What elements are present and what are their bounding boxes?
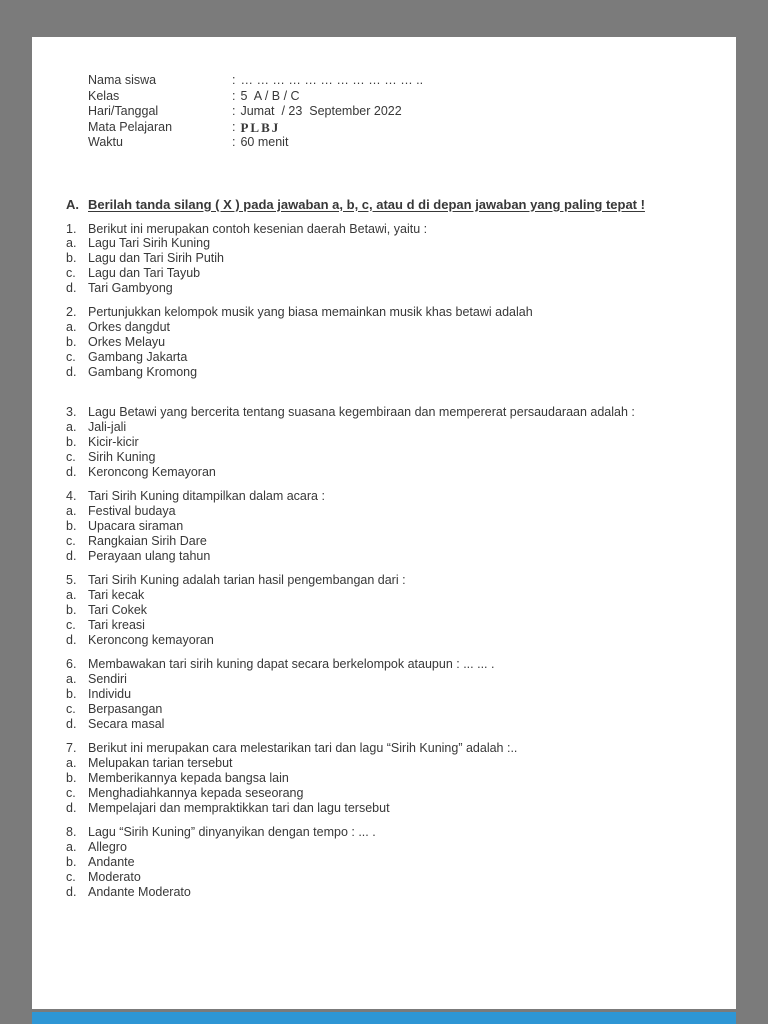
info-row [88, 104, 696, 120]
option-text: Upacara siraman [88, 519, 184, 534]
option-text: Menghadiahkannya kepada seseorang [88, 785, 304, 800]
option-letter: a. [66, 672, 77, 687]
options-list [66, 236, 696, 295]
answer-option [66, 435, 696, 450]
document-page [32, 37, 736, 1009]
info-label: Mata Pelajaran [88, 119, 173, 134]
option-letter: b. [66, 603, 77, 618]
question-stem [66, 405, 696, 420]
option-letter: d. [66, 548, 77, 563]
answer-option [66, 717, 696, 732]
option-text: Tari kecak [88, 588, 145, 603]
answer-option [66, 519, 696, 534]
option-letter: d. [66, 280, 77, 295]
option-letter: d. [66, 884, 77, 899]
question-stem [66, 741, 696, 756]
answer-option [66, 633, 696, 648]
question [66, 222, 696, 296]
info-value: Jumat / 23 September 2022 [240, 104, 402, 118]
options-list [66, 504, 696, 563]
option-letter: d. [66, 800, 77, 815]
option-text: Secara masal [88, 716, 165, 731]
options-list [66, 420, 696, 479]
question-number: 5. [66, 573, 77, 588]
options-list [66, 320, 696, 379]
info-value: PLBJ [240, 119, 281, 135]
option-text: Kicir-kicir [88, 435, 139, 450]
info-row [88, 89, 696, 105]
answer-option [66, 465, 696, 480]
option-letter: a. [66, 420, 77, 435]
question [66, 489, 696, 563]
question-number: 3. [66, 405, 77, 420]
option-letter: b. [66, 251, 77, 266]
option-letter: d. [66, 716, 77, 731]
question-stem [66, 305, 696, 320]
option-letter: b. [66, 854, 77, 869]
option-text: Gambang Kromong [88, 364, 198, 379]
option-letter: c. [66, 617, 76, 632]
question [66, 305, 696, 379]
option-text: Lagu Tari Sirih Kuning [88, 236, 211, 251]
option-text: Lagu dan Tari Tayub [88, 265, 201, 280]
question [66, 573, 696, 647]
option-letter: c. [66, 349, 76, 364]
answer-option [66, 365, 696, 380]
option-letter: c. [66, 265, 76, 280]
option-text: Tari Gambyong [88, 280, 173, 295]
option-text: Individu [88, 687, 132, 702]
option-text: Memberikannya kepada bangsa lain [88, 771, 289, 785]
option-text: Berpasangan [88, 701, 163, 716]
question-text: Berikut ini merupakan contoh kesenian daerah Betawi, yaitu : [88, 221, 428, 236]
option-text: Tari kreasi [88, 617, 145, 632]
options-list [66, 756, 696, 815]
option-letter: c. [66, 533, 76, 548]
student-info-block [88, 73, 696, 151]
question-stem [66, 489, 696, 504]
info-value: 5 A / B / C [240, 88, 300, 103]
footer-accent-bar [32, 1012, 736, 1024]
answer-option [66, 266, 696, 281]
options-list [66, 840, 696, 899]
answer-option [66, 320, 696, 335]
option-letter: d. [66, 464, 77, 479]
question-stem [66, 825, 696, 840]
option-text: Lagu dan Tari Sirih Putih [88, 251, 224, 266]
answer-option [66, 786, 696, 801]
answer-option [66, 702, 696, 717]
question-stem [66, 573, 696, 588]
question [66, 825, 696, 899]
answer-option [66, 603, 696, 618]
option-text: Rangkaian Sirih Dare [88, 533, 207, 548]
option-letter: c. [66, 785, 76, 800]
question [66, 405, 696, 479]
answer-option [66, 801, 696, 816]
section-instruction: Berilah tanda silang ( X ) pada jawaban a, b, c, atau d di depan jawaban yang paling tepat ! [88, 196, 645, 212]
option-text: Festival budaya [88, 504, 176, 519]
info-value: 60 menit [240, 135, 289, 149]
option-text: Jali-jali [88, 420, 127, 435]
info-separator: : [232, 73, 236, 87]
answer-option [66, 588, 696, 603]
answer-option [66, 450, 696, 465]
options-list [66, 672, 696, 731]
answer-option [66, 534, 696, 549]
option-text: Tari Cokek [88, 603, 148, 618]
answer-option [66, 672, 696, 687]
option-text: Melupakan tarian tersebut [88, 756, 233, 771]
option-letter: d. [66, 364, 77, 379]
question-text: Lagu Betawi yang bercerita tentang suasana kegembiraan dan mempererat persaudaraan adalah : [88, 405, 635, 420]
question-number: 2. [66, 305, 77, 320]
answer-option [66, 771, 696, 786]
answer-option [66, 687, 696, 702]
question [66, 657, 696, 731]
question-number: 7. [66, 741, 77, 756]
answer-option [66, 549, 696, 564]
question-text: Berikut ini merupakan cara melestarikan tari dan lagu “Sirih Kuning” adalah :.. [88, 741, 518, 756]
option-text: Gambang Jakarta [88, 349, 188, 364]
answer-option [66, 870, 696, 885]
section-marker: A. [66, 196, 79, 212]
option-text: Sendiri [88, 672, 127, 687]
info-label: Nama siswa [88, 73, 157, 87]
answer-option [66, 885, 696, 900]
option-letter: b. [66, 771, 77, 785]
option-text: Sirih Kuning [88, 449, 156, 464]
answer-option [66, 855, 696, 870]
option-letter: c. [66, 449, 76, 464]
option-letter: b. [66, 435, 77, 450]
info-separator: : [232, 88, 236, 103]
question-number: 8. [66, 825, 77, 840]
question-text: Membawakan tari sirih kuning dapat secara berkelompok ataupun : ... ... . [88, 657, 495, 672]
option-text: Moderato [88, 869, 141, 884]
option-text: Keroncong Kemayoran [88, 464, 216, 479]
option-text: Mempelajari dan mempraktikkan tari dan lagu tersebut [88, 800, 390, 815]
info-label: Hari/Tanggal [88, 104, 159, 118]
answer-option [66, 504, 696, 519]
option-letter: a. [66, 756, 77, 771]
answer-option [66, 618, 696, 633]
answer-option [66, 335, 696, 350]
question-text: Tari Sirih Kuning ditampilkan dalam acara : [88, 489, 325, 504]
answer-option [66, 251, 696, 266]
options-list [66, 588, 696, 647]
option-text: Allegro [88, 840, 127, 855]
option-letter: a. [66, 504, 77, 519]
question-text: Lagu “Sirih Kuning” dinyanyikan dengan tempo : ... . [88, 825, 376, 840]
option-text: Orkes dangdut [88, 320, 170, 335]
option-letter: a. [66, 236, 77, 251]
info-label: Waktu [88, 135, 123, 149]
question-list [66, 222, 696, 900]
option-letter: a. [66, 588, 77, 603]
option-letter: b. [66, 687, 77, 702]
info-row [88, 73, 696, 89]
option-text: Perayaan ulang tahun [88, 548, 211, 563]
info-separator: : [232, 135, 236, 149]
question-number: 6. [66, 657, 77, 672]
question-number: 1. [66, 221, 77, 236]
info-value: … … … … … … … … … … … .. [240, 73, 424, 87]
option-letter: c. [66, 869, 76, 884]
section-a-heading [66, 196, 696, 213]
question-text: Pertunjukkan kelompok musik yang biasa memainkan musik khas betawi adalah [88, 305, 533, 320]
option-letter: d. [66, 632, 77, 647]
answer-option [66, 756, 696, 771]
answer-option [66, 420, 696, 435]
answer-option [66, 840, 696, 855]
option-text: Orkes Melayu [88, 335, 166, 350]
option-text: Keroncong kemayoran [88, 632, 214, 647]
info-separator: : [232, 104, 236, 118]
option-text: Andante Moderato [88, 884, 191, 899]
info-label: Kelas [88, 88, 120, 103]
question-number: 4. [66, 489, 77, 504]
option-letter: b. [66, 519, 77, 534]
answer-option [66, 236, 696, 251]
option-letter: b. [66, 335, 77, 350]
question [66, 741, 696, 815]
question-stem [66, 657, 696, 672]
option-letter: a. [66, 840, 77, 855]
question-stem [66, 222, 696, 237]
answer-option [66, 350, 696, 365]
option-text: Andante [88, 854, 135, 869]
info-row [88, 120, 696, 136]
option-letter: c. [66, 701, 76, 716]
info-separator: : [232, 119, 236, 134]
option-letter: a. [66, 320, 77, 335]
info-row [88, 135, 696, 151]
answer-option [66, 281, 696, 296]
question-text: Tari Sirih Kuning adalah tarian hasil pengembangan dari : [88, 573, 406, 588]
